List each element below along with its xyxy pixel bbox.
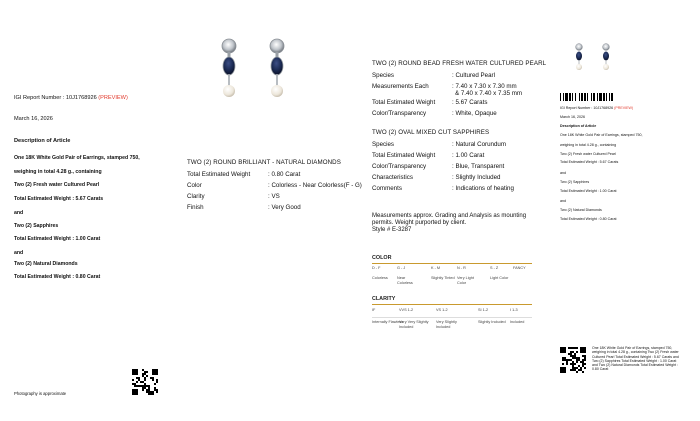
mini-report-number: IGI Report Number : 10J1768926 (PREVIEW) (560, 106, 634, 110)
barcode-icon (560, 93, 625, 101)
color-grade: N - R (457, 266, 466, 270)
color-grade: K - M (431, 266, 441, 270)
sapphire-title: TWO (2) OVAL MIXED CUT SAPPHIRES (372, 129, 490, 136)
report-left-column (14, 0, 184, 421)
clarity-grade: SI 1-2 (478, 308, 489, 312)
description-line: One 18K White Gold Pair of Earrings, stamped 750, (14, 155, 140, 161)
color-grade-label: Near Colorless (397, 276, 413, 285)
mini-description-line: Total Estimated Weight : 0.80 Carat (560, 217, 617, 221)
mini-description-line: and (560, 199, 566, 203)
color-grade-label: Light Color (490, 276, 509, 280)
description-line: weighing in total 4.28 g., containing (14, 169, 102, 175)
mini-description-line: Two (2) Natural Diamonds (560, 208, 602, 212)
diamonds-title: TWO (2) ROUND BRILLIANT - NATURAL DIAMONDS (187, 159, 341, 166)
mini-description-line: Total Estimated Weight : 1.00 Carat (560, 189, 617, 193)
mini-description-line: and (560, 171, 566, 175)
color-scale-title: COLOR (372, 255, 392, 261)
mini-report-date: March 16, 2026 (560, 115, 585, 119)
description-line: and (14, 210, 24, 216)
description-line: Two (2) Sapphires (14, 223, 59, 229)
qr-code-icon (560, 347, 586, 373)
mini-description-line: Two (2) Fresh water Cultured Pearl (560, 152, 616, 156)
clarity-scale-divider (372, 304, 532, 305)
note-line: Measurements approx. Grading and Analysis as mounting (372, 213, 527, 219)
summary-text: One 18K White Gold Pair of Earrings, stamped 750, weighing in total 4.28 g., containing Two (2) Fresh water Cultured Pearl Total Estimated Weight : 5.67 Carats and Two (2) Sapphires Total Estimated Weight : 1.00 Carat and Two (2) Natural Diamonds Total Estimated Weight : 0.80 Carat (592, 346, 679, 372)
color-grade: FANCY (513, 266, 526, 270)
clarity-grade-label: Very Slightly Included (436, 320, 457, 329)
grading-notes (372, 213, 526, 234)
color-grade-label: Colorless (372, 276, 388, 280)
right-earring (270, 39, 284, 97)
clarity-grade-label: Included (510, 320, 525, 324)
description-heading: Description of Article (14, 138, 71, 144)
clarity-grade: VS 1-2 (436, 308, 448, 312)
photography-note: Photography is approximate (14, 391, 67, 396)
clarity-grade: I 1-3 (510, 308, 518, 312)
qr-code-icon (132, 369, 158, 395)
preview-badge: (PREVIEW) (98, 95, 128, 101)
left-earring (222, 39, 236, 97)
report-number: IGI Report Number : 10J1768926 (PREVIEW) (14, 95, 128, 101)
description-line: Total Estimated Weight : 1.00 Carat (14, 236, 101, 242)
description-line: Total Estimated Weight : 5.67 Carats (14, 196, 104, 202)
clarity-scale-divider (372, 317, 532, 318)
earrings-photo (210, 36, 300, 120)
mini-description-line: One 18K White Gold Pair of Earrings, stamped 750, (560, 133, 643, 137)
mini-description-line: Two (2) Sapphires (560, 180, 590, 184)
description-line: Two (2) Fresh water Cultured Pearl (14, 182, 100, 188)
pearl-title: TWO (2) ROUND BEAD FRESH WATER CULTURED PEARL (372, 60, 547, 67)
mini-description-line: Total Estimated Weight : 5.67 Carats (560, 160, 619, 164)
description-line: Total Estimated Weight : 0.80 Carat (14, 274, 101, 280)
description-line: and (14, 250, 24, 256)
color-grade: D - F (372, 266, 381, 270)
clarity-grade: VVS 1-2 (399, 308, 414, 312)
note-line: permits. Weight purported by client. (372, 220, 467, 226)
color-grade-label: Slightly Tinted (431, 276, 455, 280)
clarity-grade-label: Internally Flawless (372, 320, 404, 324)
color-grade-label: Very Light Color (457, 276, 474, 285)
description-line: Two (2) Natural Diamonds (14, 261, 78, 267)
mini-description-heading: Description of Article (560, 124, 597, 128)
color-scale-divider (372, 263, 532, 264)
note-line: Style # E-3287 (372, 227, 412, 233)
clarity-grade-label: Very Very Slightly Included (399, 320, 429, 329)
clarity-grade-label: Slightly Included (478, 320, 506, 324)
mini-earrings-photo (566, 42, 620, 72)
report-date: March 16, 2026 (14, 116, 53, 122)
mini-description-line: weighing in total 4.28 g., containing (560, 143, 617, 147)
clarity-scale-title: CLARITY (372, 296, 396, 302)
color-grade: S - Z (490, 266, 499, 270)
color-grade: G - J (397, 266, 406, 270)
clarity-grade: IF (372, 308, 376, 312)
